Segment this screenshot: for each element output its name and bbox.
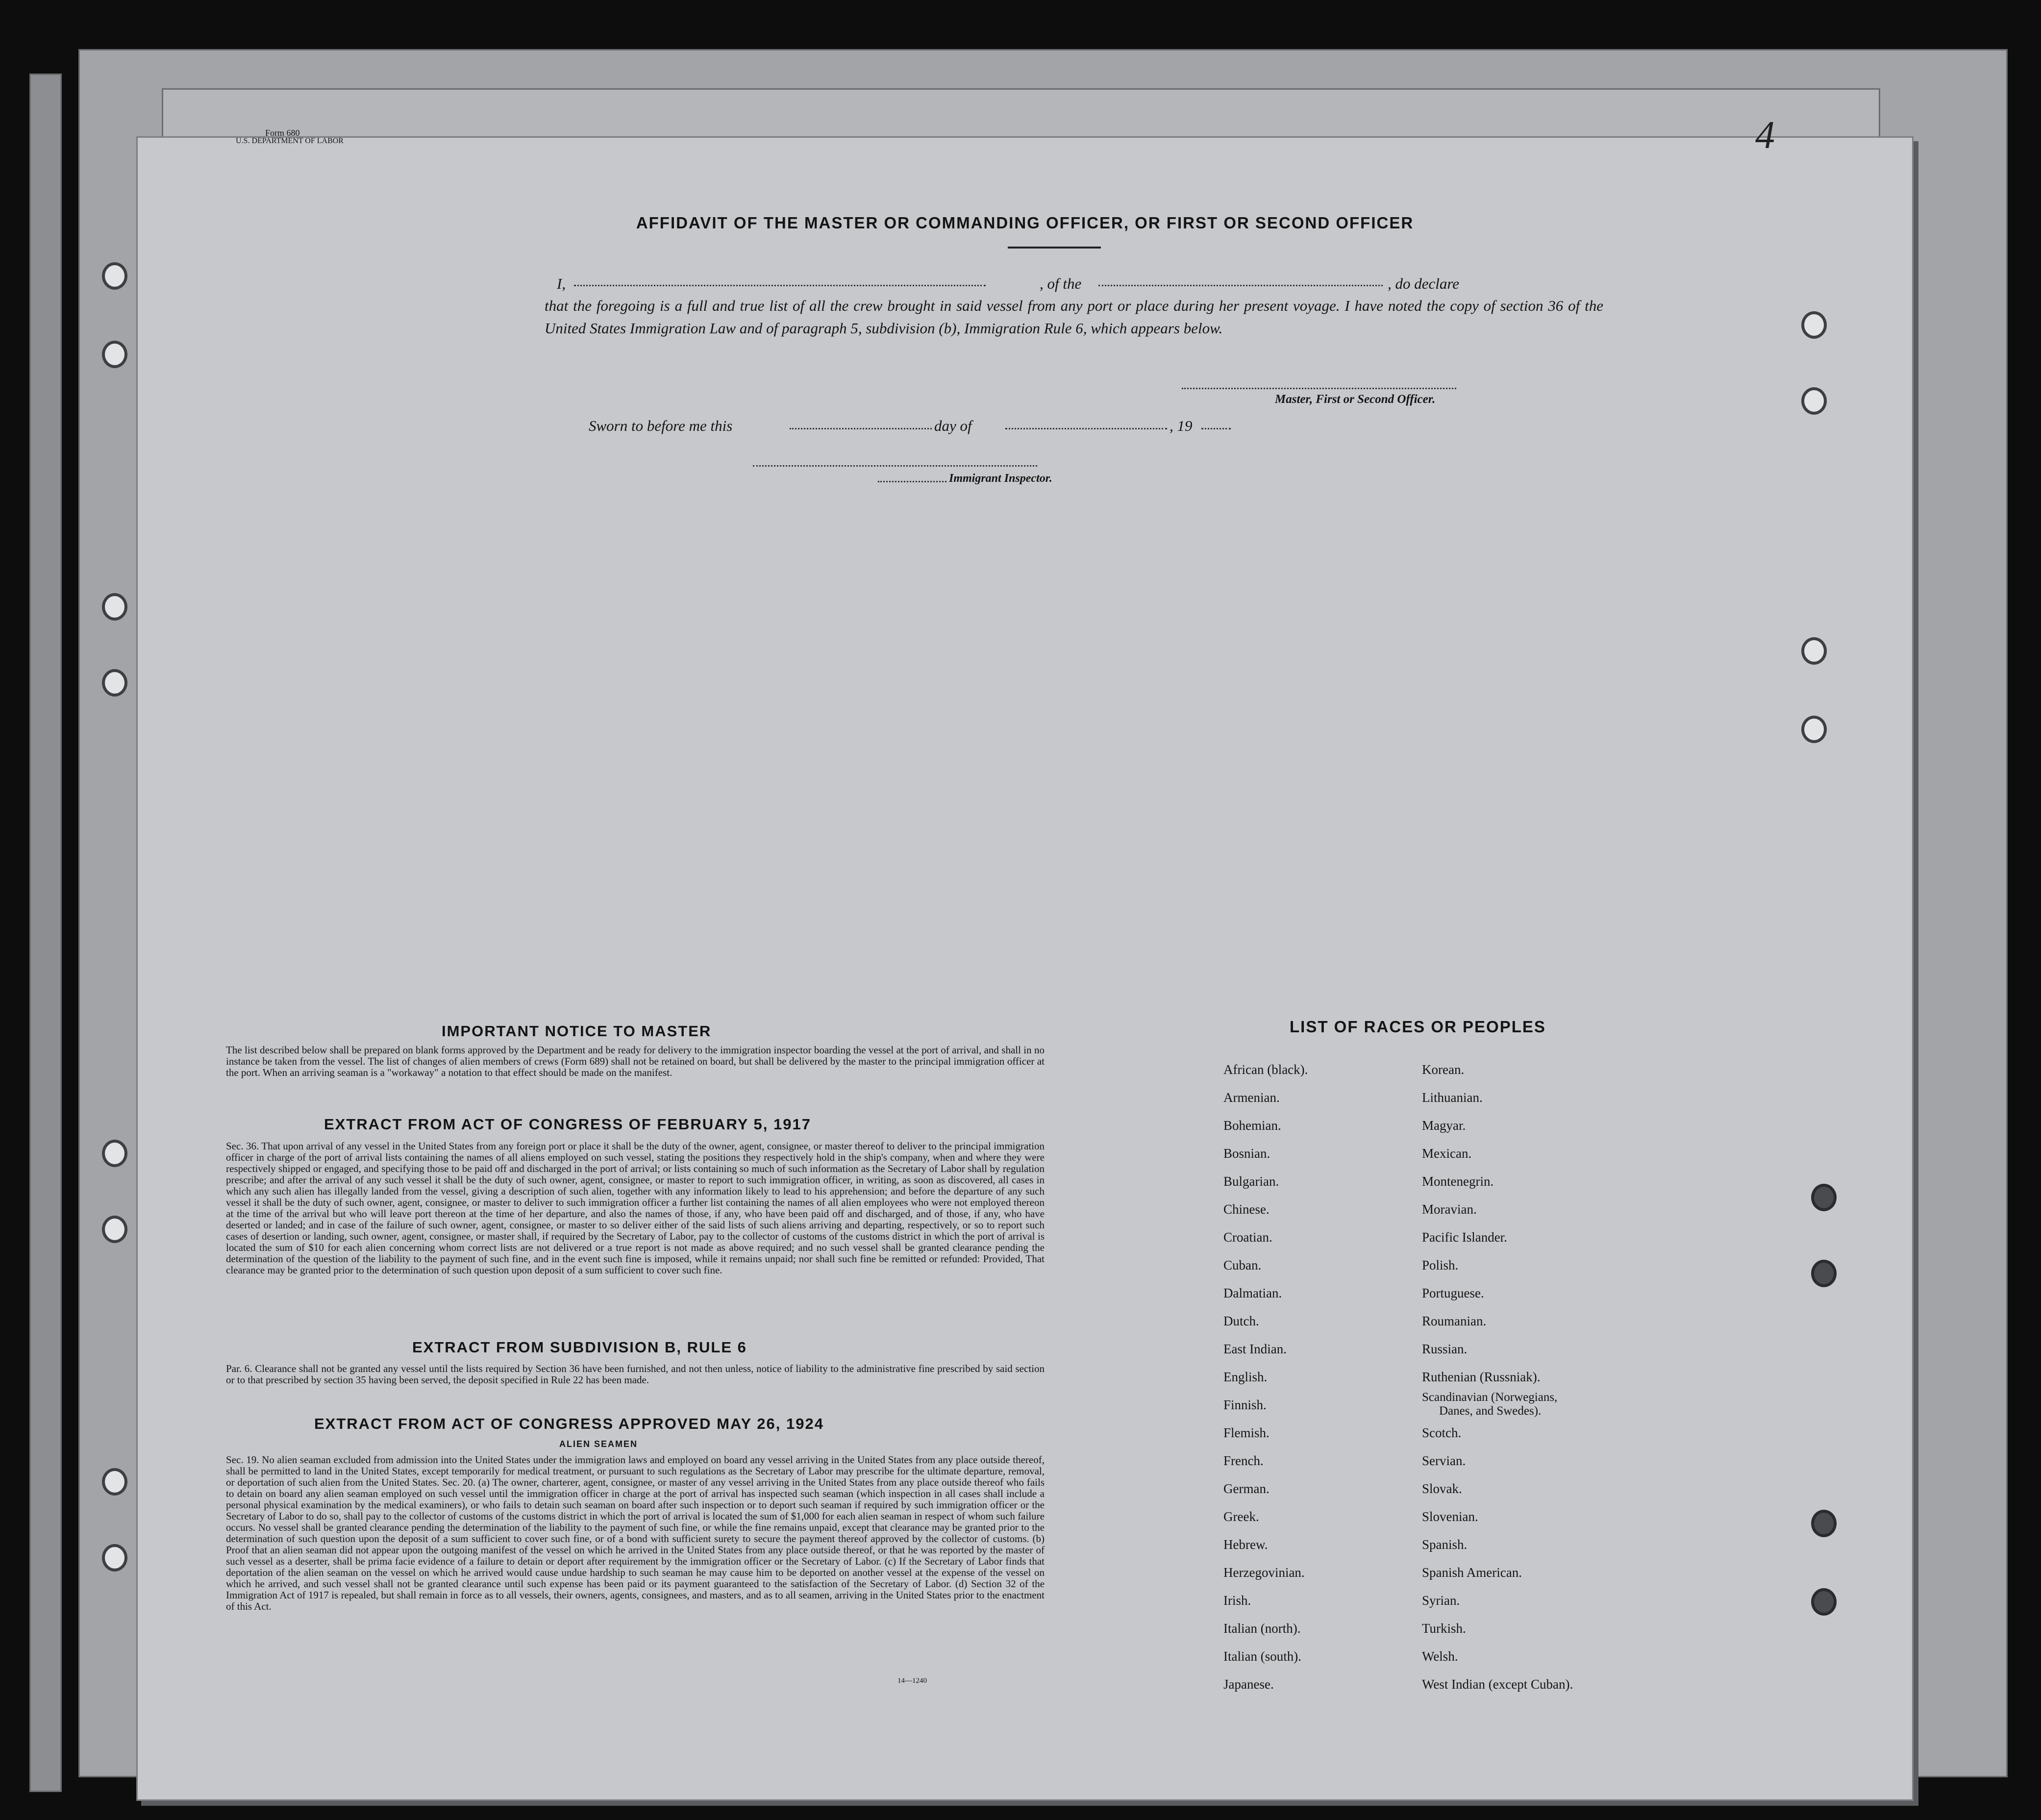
back-sheet-3 (29, 74, 62, 1792)
race-right-23: Welsh. (1422, 1649, 1458, 1664)
race-right-6: Moravian. (1422, 1202, 1477, 1217)
race-right-10: Roumanian. (1422, 1314, 1487, 1328)
year-label: , 19 (1170, 417, 1193, 434)
race-right-16: Servian. (1422, 1453, 1466, 1468)
race-left-8: Cuban. (1223, 1258, 1262, 1272)
races-title: LIST OF RACES OR PEOPLES (1290, 1018, 1546, 1036)
affidavit-i-label: I, (557, 275, 566, 292)
affidavit-body: that the foregoing is a full and true list of all the crew brought in said vessel from any port or place during her present voyage. I have noted the copy of section 36 of the United States Immigration Law and of paragraph 5, subdivision (b), Immigration Rule 6, which appears below. (545, 297, 1603, 337)
race-right-20: Spanish American. (1422, 1565, 1522, 1580)
race-right-7: Pacific Islander. (1422, 1230, 1507, 1245)
binder-hole-right-6 (1811, 1260, 1837, 1287)
race-left-3: Bohemian. (1223, 1118, 1281, 1133)
binder-hole-left-5 (102, 1140, 127, 1167)
race-left-19: Herzegovinian. (1223, 1565, 1305, 1580)
race-right-13: Scandinavian (Norwegians, (1422, 1391, 1558, 1404)
binder-hole-left-8 (102, 1544, 127, 1571)
race-right-18: Slovenian. (1422, 1509, 1478, 1524)
vessel-field[interactable] (1098, 285, 1383, 286)
binder-hole-left-6 (102, 1216, 127, 1243)
form-code: 14—1240 (897, 1677, 927, 1685)
day-of-label: day of (934, 417, 972, 434)
race-left-16: German. (1223, 1481, 1269, 1496)
page-number: 4 (1755, 114, 1775, 157)
binder-hole-left-7 (102, 1468, 127, 1496)
race-left-10: Dutch. (1223, 1314, 1259, 1328)
notice-body: The list described below shall be prepared on blank forms approved by the Department and be ready for delivery to the immigration inspector boarding the vessel at the port of arrival, and shall in no instance be taken from the vessel. The list of changes of alien members of crews (Form 689) shall not be retained on board, but shall be delivered by the master to the principal immigration officer at the port. When an arriving seaman is a "workaway" a notation to that effect should be made on the manifest. (226, 1044, 1045, 1078)
race-right-12: Ruthenian (Russniak). (1422, 1370, 1541, 1384)
race-left-5: Bulgarian. (1223, 1174, 1279, 1189)
sworn-day-field[interactable] (790, 428, 932, 429)
race-left-11: East Indian. (1223, 1342, 1287, 1356)
race-right-5: Montenegrin. (1422, 1174, 1494, 1189)
race-right-19: Spanish. (1422, 1537, 1468, 1552)
binder-hole-right-7 (1811, 1510, 1837, 1537)
race-left-1: African (black). (1223, 1062, 1308, 1077)
race-left-17: Greek. (1223, 1509, 1259, 1524)
rule6-body: Par. 6. Clearance shall not be granted any vessel until the lists required by Section 36 have been furnished, and not then unless, notice of liability to the administrative fine prescribed by said section or to that prescribed by section 35 having been served, the deposit specified in Rule 22 has been made. (226, 1363, 1045, 1386)
inspector-signature-field[interactable] (753, 465, 1037, 467)
binder-hole-right-8 (1811, 1588, 1837, 1616)
race-left-18: Hebrew. (1223, 1537, 1268, 1552)
signature-label: Master, First or Second Officer. (1275, 393, 1436, 406)
race-left-22: Italian (south). (1223, 1649, 1301, 1664)
race-right-9: Portuguese. (1422, 1286, 1484, 1300)
name-field[interactable] (574, 285, 986, 286)
sworn-label: Sworn to before me this (589, 417, 733, 434)
race-left-23: Japanese. (1223, 1677, 1274, 1692)
race-left-12: English. (1223, 1370, 1268, 1384)
rule6-title: EXTRACT FROM SUBDIVISION B, RULE 6 (412, 1339, 747, 1356)
race-left-13: Finnish. (1223, 1397, 1267, 1412)
race-left-7: Croatian. (1223, 1230, 1272, 1245)
binder-hole-right-4 (1801, 716, 1827, 743)
inspector-label: Immigrant Inspector. (949, 472, 1052, 485)
race-right-15: Scotch. (1422, 1425, 1462, 1440)
binder-hole-left-3 (102, 593, 127, 621)
extract-1924-subtitle: ALIEN SEAMEN (559, 1439, 638, 1449)
race-right-2: Lithuanian. (1422, 1090, 1483, 1105)
sworn-month-field[interactable] (1005, 428, 1167, 429)
race-left-21: Italian (north). (1223, 1621, 1301, 1636)
binder-hole-right-5 (1811, 1184, 1837, 1211)
binder-hole-right-2 (1801, 387, 1827, 415)
race-right-24: West Indian (except Cuban). (1422, 1677, 1573, 1692)
form-number: Form 680 (265, 128, 300, 138)
race-right-3: Magyar. (1422, 1118, 1466, 1133)
race-right-8: Polish. (1422, 1258, 1459, 1272)
department-label: U.S. DEPARTMENT OF LABOR (236, 137, 344, 145)
race-left-14: Flemish. (1223, 1425, 1269, 1440)
race-right-4: Mexican. (1422, 1146, 1472, 1161)
binder-hole-left-1 (102, 262, 127, 290)
signature-field[interactable] (1182, 388, 1456, 389)
inspector-lead (878, 481, 946, 482)
binder-hole-right-3 (1801, 637, 1827, 665)
extract-1917-body: Sec. 36. That upon arrival of any vessel in the United States from any foreign port or place it shall be the duty of the owner, agent, consignee, or master thereof to deliver to the principal immigration officer in charge of the port of arrival lists containing the names of all aliens employed on such vessel, stating the positions they respectively hold in the ship's company, when and where they were respectively shipped or engaged, and specifying those to be paid off and discharged in the port of arrival; or lists containing so much of such information as the Secretary of Labor shall by regulation prescribe; and after the arrival of any such vessel it shall be the duty of such owner, agent, consignee, or master to report to such immigration officer, in writing, as soon as discovered, all cases in which any such alien has illegally landed from the vessel, giving a description of such alien, together with any information likely to lead to his apprehension; and before the departure of any such vessel it shall be the duty of such owner, agent, consignee, or master to deliver to such immigration officer a further list containing the names of all alien employees who were not employed thereon at the time of the arrival but who will leave port thereon at the time of her departure, and also the names of those, if any, who have been paid off and discharged, and of those, if any, who have deserted or landed; and in case of the failure of such owner, agent, consignee, or master to so deliver either of the said lists of such aliens arriving and departing, respectively, or so to report such cases of desertion or landing, such owner, agent, consignee, or master shall, if required by the Secretary of Labor, pay to the collector of customs of the customs district in which the port of arrival is located the sum of $10 for each alien concerning whom correct lists are not delivered or a true report is not made as above required; and no such vessel shall be granted clearance pending the determination of the question of the liability to the payment of such fine, and in the event such fine is imposed, while it remains unpaid; nor shall such fine be remitted or refunded: Provided, That clearance may be granted prior to the determination of such question upon deposit of a sum sufficient to cover such fine. (226, 1140, 1045, 1276)
race-right-1: Korean. (1422, 1062, 1465, 1077)
race-right-22: Turkish. (1422, 1621, 1466, 1636)
declare-label: , do declare (1388, 275, 1460, 292)
binder-hole-left-4 (102, 669, 127, 697)
race-left-20: Irish. (1223, 1593, 1251, 1608)
binder-hole-right-1 (1801, 311, 1827, 339)
extract-1924-title: EXTRACT FROM ACT OF CONGRESS APPROVED MAY 26, 1924 (314, 1415, 824, 1432)
race-left-6: Chinese. (1223, 1202, 1269, 1217)
race-right-21: Syrian. (1422, 1593, 1460, 1608)
race-right-11: Russian. (1422, 1342, 1468, 1356)
race-left-2: Armenian. (1223, 1090, 1280, 1105)
race-left-15: French. (1223, 1453, 1264, 1468)
form-page (136, 114, 1914, 1801)
binder-hole-left-2 (102, 341, 127, 368)
title-underline (1008, 247, 1101, 249)
affidavit-title: AFFIDAVIT OF THE MASTER OR COMMANDING OFFICER, OR FIRST OR SECOND OFFICER (636, 214, 1414, 232)
sworn-year-field[interactable] (1201, 428, 1231, 429)
race-left-9: Dalmatian. (1223, 1286, 1282, 1300)
race-left-4: Bosnian. (1223, 1146, 1270, 1161)
race-right-14: Danes, and Swedes). (1439, 1404, 1542, 1418)
notice-title: IMPORTANT NOTICE TO MASTER (442, 1022, 712, 1040)
extract-1924-body: Sec. 19. No alien seaman excluded from admission into the United States under the immigration laws and employed on board any vessel arriving in the United States from any place outside thereof, shall be permitted to land in the United States, except temporarily for medical treatment, or pursuant to such regulations as the Secretary of Labor may prescribe for the ultimate departure, removal, or deportation of such alien from the United States. Sec. 20. (a) The owner, charterer, agent, consignee, or master of any vessel arriving in the United States from any place outside thereof who fails to detain on board any alien seaman employed on such vessel until the immigration officer in charge at the port of arrival has inspected such seaman (which inspection in all cases shall include a personal physical examination by the medical examiners), or who fails to detain such seaman on board after such inspection or to deport such seaman if required by such immigration officer or the Secretary of Labor to do so, shall pay to the collector of customs of the customs district in which the port of arrival is located the sum of $1,000 for each alien seaman in respect of whom such failure occurs. No vessel shall be granted clearance pending the determination of the liability to the payment of such fine, or while the fine remains unpaid, except that clearance may be granted prior to the determination of such question upon the deposit of a sum sufficient to cover such fine, or of a bond with sufficient surety to secure the payment thereof approved by the collector of customs. (b) Proof that an alien seaman did not appear upon the outgoing manifest of the vessel on which he arrived in the United States from any place outside thereof, or that he was reported by the master of such vessel as a deserter, shall be prima facie evidence of a failure to detain or deport after requirement by the immigration officer or the Secretary of Labor. (c) If the Secretary of Labor finds that deportation of the alien seaman on the vessel on which he arrived would cause undue hardship to such seaman he may cause him to be deported on another vessel at the expense of the vessel on which he arrived, and such vessel shall not be granted clearance until such expense has been paid or its payment guaranteed to the satisfaction of the Secretary of Labor. (d) Section 32 of the Immigration Act of 1917 is repealed, but shall remain in force as to all vessels, their owners, agents, consignees, and masters, and as to all seamen, arriving in the United States prior to the enactment of this Act. (226, 1454, 1045, 1612)
of-the-label: , of the (1040, 275, 1082, 292)
race-right-17: Slovak. (1422, 1481, 1462, 1496)
extract-1917-title: EXTRACT FROM ACT OF CONGRESS OF FEBRUARY 5, 1917 (324, 1116, 811, 1133)
